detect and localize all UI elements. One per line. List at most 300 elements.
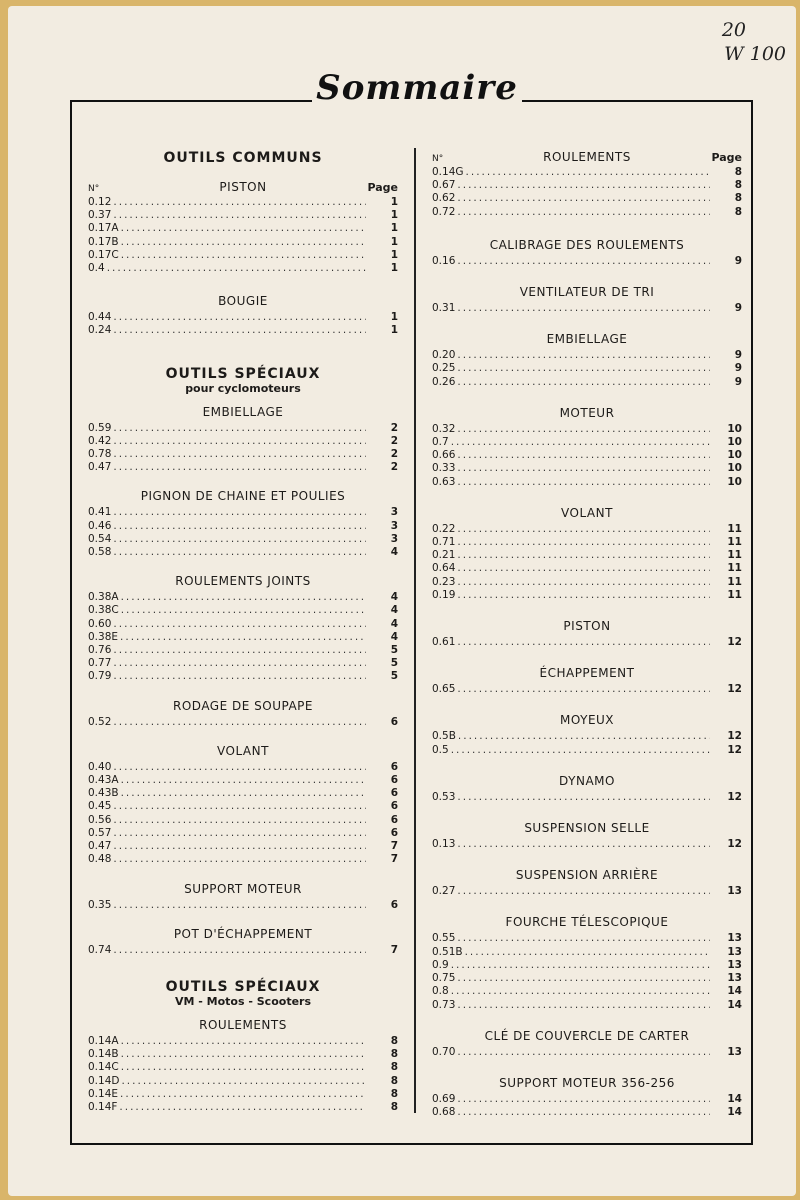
rows [88,196,398,275]
tool-code: 0.56 [88,813,112,826]
rows [432,523,742,602]
page-number: 1 [390,209,398,222]
page-number: 13 [727,958,742,971]
tool-code: 0.38E [88,630,119,643]
rows [88,944,398,957]
page-number: 6 [390,800,398,813]
leader-dots [113,546,366,559]
toc-row [88,774,398,787]
toc-row [432,838,742,851]
leader-dots [121,249,366,262]
tool-code: 0.19 [432,588,456,601]
toc-row [432,959,742,972]
toc-row [88,422,398,435]
toc-row [88,1061,398,1074]
section-pot-echappement [88,926,398,957]
leader-dots [113,716,366,729]
leader-dots [457,576,710,589]
leader-dots [113,311,366,324]
leader-dots [113,761,366,774]
leader-dots [121,1035,366,1048]
tool-code: 0.16 [432,254,456,267]
rows [432,932,742,1011]
page-number: 2 [390,461,398,474]
tool-code: 0.63 [432,475,456,488]
leader-dots [457,349,710,362]
section-heading: SUSPENSION SELLE [524,821,650,836]
leader-dots [457,885,710,898]
leader-dots [121,591,366,604]
page-number: 9 [734,349,742,362]
section-suspension-arriere [432,867,742,898]
tool-code: 0.69 [432,1092,456,1105]
section-echappement [432,665,742,696]
tool-code: 0.60 [88,617,112,630]
leader-dots [121,1048,366,1061]
page-number: 8 [734,205,742,218]
leader-dots [113,209,366,222]
section-ventilateur [432,284,742,315]
page-number: 5 [390,670,398,683]
toc-row [88,262,398,275]
tool-code: 0.26 [432,375,456,388]
toc-row [432,206,742,219]
page-number: 4 [390,546,398,559]
page-number: 9 [734,254,742,267]
tool-code: 0.17A [88,222,119,235]
tool-code: 0.59 [88,421,112,434]
tool-code: 0.57 [88,826,112,839]
toc-row [432,179,742,192]
section-embiellage-cyclo [88,404,398,475]
toc-row [88,435,398,448]
leader-dots [457,476,710,489]
rows [88,716,398,729]
leader-dots [113,196,366,209]
leader-dots [121,604,366,617]
tool-code: 0.32 [432,422,456,435]
section-heading: POT D'ÉCHAPPEMENT [173,926,313,941]
page-number: 1 [390,311,398,324]
tool-code: 0.20 [432,349,456,362]
page-number: 6 [390,760,398,773]
rows [88,422,398,475]
section-heading: VOLANT [217,743,269,758]
toc-row [432,946,742,959]
tool-code: 0.43B [88,787,119,800]
leader-dots [466,166,710,179]
leader-dots [451,959,710,972]
page-number: 9 [734,362,742,375]
section-heading: BOUGIE [218,294,268,309]
page-number: 1 [390,248,398,261]
leader-dots [113,840,366,853]
rows [432,683,742,696]
section-support-moteur-cyclo [88,881,398,912]
col-page-label: Page [367,181,398,194]
rows [432,636,742,649]
section-embiellage-right [432,331,742,389]
toc-row [88,657,398,670]
page-number: 4 [390,630,398,643]
page-number: 12 [727,636,742,649]
tool-code: 0.55 [432,932,456,945]
page-number: 8 [734,192,742,205]
page-number: 11 [727,549,742,562]
tool-code: 0.43A [88,774,119,787]
leader-dots [457,549,710,562]
section-roulements-right [432,150,742,219]
section-heading: ÉCHAPPEMENT [539,666,635,681]
tool-code: 0.25 [432,362,456,375]
rows [432,349,742,389]
page-number: 3 [390,519,398,532]
section-heading: DYNAMO [559,773,615,788]
page-number: 2 [390,448,398,461]
tool-code: 0.23 [432,575,456,588]
leader-dots [121,236,366,249]
toc-row [432,562,742,575]
leader-dots [457,1093,710,1106]
tool-code: 0.66 [432,449,456,462]
page-number: 11 [727,562,742,575]
page-number: 1 [390,324,398,337]
col-page-label: Page [711,151,742,164]
rows [432,791,742,804]
tool-code: 0.41 [88,506,112,519]
leader-dots [113,853,366,866]
leader-dots [457,636,710,649]
left-column [88,150,398,1128]
leader-dots [457,838,710,851]
leader-dots [457,179,710,192]
leader-dots [113,506,366,519]
column-header [432,150,742,166]
toc-row [432,423,742,436]
tool-code: 0.37 [88,209,112,222]
section-heading: RODAGE DE SOUPAPE [173,698,313,713]
toc-row [432,255,742,268]
toc-row [88,448,398,461]
right-column [432,150,742,1133]
leader-dots [113,324,366,337]
toc-row [432,192,742,205]
toc-row [432,302,742,315]
toc-row [432,1046,742,1059]
toc-row [88,840,398,853]
section-roulements-joints [88,573,398,683]
toc-row [432,791,742,804]
leader-dots [451,436,710,449]
page-number: 8 [390,1087,398,1100]
leader-dots [458,730,710,743]
toc-row [432,1106,742,1119]
page-number: 14 [727,1106,742,1119]
rows [88,1035,398,1114]
tool-code: 0.12 [88,196,112,208]
tool-code: 0.31 [432,302,456,315]
tool-code: 0.53 [432,790,456,803]
page-number: 14 [727,998,742,1011]
speciaux-cyclo-heading: OUTILS SPÉCIAUX [165,365,321,382]
toc-row [88,506,398,519]
section-volant-right [432,505,742,602]
speciaux-vm-subheading: VM - Motos - Scooters [174,994,312,1008]
section-moyeux [432,712,742,756]
tool-code: 0.47 [88,840,112,853]
tool-code: 0.75 [432,972,456,985]
toc-row [88,644,398,657]
toc-row [432,476,742,489]
toc-row [88,222,398,235]
toc-row [88,899,398,912]
leader-dots [457,589,710,602]
leader-dots [113,670,366,683]
tool-code: 0.58 [88,546,112,559]
toc-row [432,730,742,743]
tool-code: 0.33 [432,462,456,475]
tool-code: 0.42 [88,434,112,447]
toc-row [432,449,742,462]
page-number: 6 [390,774,398,787]
leader-dots [113,657,366,670]
tool-code: 0.74 [88,943,112,956]
toc-row [432,1093,742,1106]
tool-code: 0.79 [88,670,112,683]
page-number: 11 [727,536,742,549]
tool-code: 0.71 [432,536,456,549]
page-number: 1 [390,196,398,208]
section-heading: VENTILATEUR DE TRI [519,285,655,300]
rows [88,506,398,559]
tool-code: 0.35 [88,898,112,911]
toc-row [432,576,742,589]
tool-code: 0.14E [88,1087,119,1100]
page-number: 13 [727,885,742,898]
rows [432,1093,742,1119]
page-number: 8 [390,1061,398,1074]
toc-row [88,716,398,729]
section-heading: VOLANT [561,505,613,520]
tool-code: 0.21 [432,549,456,562]
toc-row [88,1101,398,1114]
page-number: 13 [727,1045,742,1058]
page-number: 6 [390,813,398,826]
column-divider [414,148,416,1113]
page-number: 12 [727,730,742,743]
section-heading: MOYEUX [559,713,615,728]
tool-code: 0.24 [88,324,112,337]
leader-dots [120,1088,366,1101]
section-pignon [88,488,398,559]
toc-row [432,462,742,475]
toc-row [432,362,742,375]
toc-row [88,546,398,559]
page-number: 8 [734,166,742,178]
section-heading: EMBIELLAGE [202,404,284,419]
page-number: 6 [390,787,398,800]
toc-row [88,853,398,866]
leader-dots [457,206,710,219]
page-number: 10 [727,475,742,488]
leader-dots [120,631,366,644]
leader-dots [113,435,366,448]
leader-dots [457,192,710,205]
leader-dots [457,449,710,462]
section-heading: CALIBRAGE DES ROULEMENTS [489,237,685,252]
section-support-moteur-356 [432,1075,742,1119]
toc-row [88,196,398,209]
section-piston-communs [88,180,398,275]
rows [88,899,398,912]
toc-row [432,436,742,449]
toc-row [88,618,398,631]
page-number: 7 [390,943,398,956]
speciaux-cyclo-subheading: pour cyclomoteurs [185,381,301,395]
page-number: 13 [727,932,742,945]
leader-dots [121,222,366,235]
section-roulements-vm [88,1017,398,1114]
toc-row [88,520,398,533]
leader-dots [457,562,710,575]
toc-row [88,209,398,222]
tool-code: 0.61 [432,636,456,649]
tool-code: 0.9 [432,958,449,971]
section-heading: SUPPORT MOTEUR 356-256 [499,1075,675,1090]
leader-dots [457,1106,710,1119]
page-number: 13 [727,945,742,958]
rows [432,838,742,851]
page-number: 7 [390,840,398,853]
toc-row [88,461,398,474]
page-number: 1 [390,262,398,275]
leader-dots [457,1046,710,1059]
toc-row [88,800,398,813]
toc-row [88,591,398,604]
toc-row [88,236,398,249]
leader-dots [113,899,366,912]
toc-row [432,999,742,1012]
toc-row [432,166,742,179]
leader-dots [113,448,366,461]
tool-code: 0.68 [432,1106,456,1119]
toc-row [88,1075,398,1088]
page-number: 4 [390,604,398,617]
page-number: 2 [390,421,398,434]
section-heading: PIGNON DE CHAINE ET POULIES [140,489,346,504]
page-number: 9 [734,302,742,315]
leader-dots [457,791,710,804]
section-heading: EMBIELLAGE [546,332,628,347]
toc-row [432,589,742,602]
tool-code: 0.5B [432,730,456,743]
tool-code: 0.62 [432,192,456,205]
toc-row [432,376,742,389]
toc-row [88,814,398,827]
toc-row [88,533,398,546]
tool-code: 0.77 [88,657,112,670]
tool-code: 0.13 [432,838,456,851]
page-number: 4 [390,591,398,604]
page-number: 10 [727,449,742,462]
leader-dots [113,422,366,435]
tool-code: 0.64 [432,562,456,575]
page-number: 5 [390,644,398,657]
leader-dots [113,461,366,474]
tool-code: 0.38A [88,591,119,604]
toc-row [432,932,742,945]
page-number: 11 [727,575,742,588]
page-number: 12 [727,683,742,696]
page-number: 6 [390,826,398,839]
section-dynamo [432,773,742,804]
leader-dots [113,814,366,827]
page-number: 10 [727,436,742,449]
toc-row [88,944,398,957]
page-number: 1 [390,235,398,248]
section-heading: CLÉ DE COUVERCLE DE CARTER [484,1028,690,1043]
toc-row [88,1048,398,1061]
tool-code: 0.73 [432,998,456,1011]
column-header [88,180,398,196]
tool-code: 0.48 [88,853,112,866]
section-volant-cyclo [88,743,398,867]
page-number: 1 [390,222,398,235]
section-cle-carter [432,1028,742,1059]
toc-row [432,972,742,985]
tool-code: 0.14D [88,1074,120,1087]
page-number: 14 [727,985,742,998]
leader-dots [451,985,710,998]
tool-code: 0.47 [88,461,112,474]
page-number: 4 [390,617,398,630]
leader-dots [457,376,710,389]
tool-code: 0.78 [88,448,112,461]
tool-code: 0.17C [88,248,119,261]
toc-row [88,324,398,337]
page-title: Sommaire [312,66,522,110]
leader-dots [113,800,366,813]
leader-dots [457,932,710,945]
page-number: 6 [390,898,398,911]
section-heading: ROULEMENTS JOINTS [175,574,311,589]
page-number: 11 [727,588,742,601]
tool-code: 0.17B [88,235,119,248]
handwritten-note [688,18,786,66]
leader-dots [119,1101,366,1114]
leader-dots [457,536,710,549]
rows [432,885,742,898]
section-heading: FOURCHE TÉLESCOPIQUE [505,915,669,930]
page-number: 10 [727,462,742,475]
leader-dots [465,946,710,959]
leader-dots [457,255,710,268]
section-heading: ROULEMENTS [543,150,631,164]
tool-code: 0.52 [88,715,112,728]
rows [432,730,742,756]
section-heading: SUSPENSION ARRIÈRE [515,868,659,883]
section-bougie [88,293,398,337]
tool-code: 0.27 [432,885,456,898]
section-moteur [432,405,742,489]
leader-dots [113,944,366,957]
tool-code: 0.45 [88,800,112,813]
tool-code: 0.65 [432,683,456,696]
section-heading: PISTON [219,180,267,194]
toc-row [432,985,742,998]
leader-dots [457,302,710,315]
section-piston-right [432,618,742,649]
